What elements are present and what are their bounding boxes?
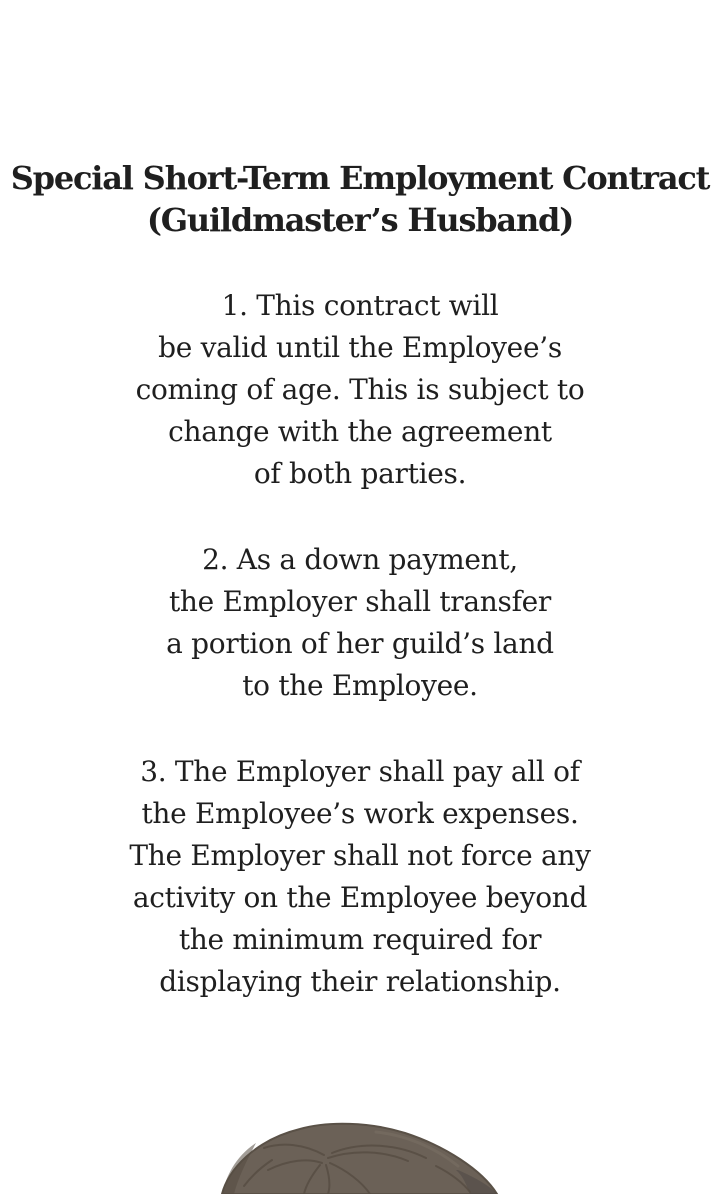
contract-clause-3	[0, 751, 720, 1003]
contract-line: of both parties.	[253, 457, 467, 490]
hair-dome-shape	[222, 1124, 497, 1194]
contract-line: a portion of her guild’s land	[166, 627, 554, 660]
contract-line: the minimum required for	[178, 923, 542, 956]
contract-line: 2. As a down payment,	[202, 543, 518, 576]
character-hair-illustration	[210, 1118, 515, 1194]
contract-line: coming of age. This is subject to	[135, 373, 585, 406]
contract-line: displaying their relationship.	[159, 965, 561, 998]
contract-title	[0, 157, 720, 241]
contract-line: the Employer shall transfer	[168, 585, 551, 618]
contract-title-line-1: Special Short-Term Employment Contract	[10, 159, 710, 197]
contract-line: 3. The Employer shall pay all of	[140, 755, 580, 788]
contract-line: 1. This contract will	[221, 289, 499, 322]
contract-line: activity on the Employee beyond	[132, 881, 588, 914]
contract-line: change with the agreement	[168, 415, 552, 448]
contract-clause-2	[0, 539, 720, 707]
contract-line: The Employer shall not force any	[129, 839, 591, 872]
contract-line: be valid until the Employee’s	[158, 331, 562, 364]
contract-line: the Employee’s work expenses.	[141, 797, 579, 830]
contract-line: to the Employee.	[242, 669, 478, 702]
contract-clause-1	[0, 285, 720, 495]
contract-title-line-2: (Guildmaster’s Husband)	[146, 201, 574, 239]
